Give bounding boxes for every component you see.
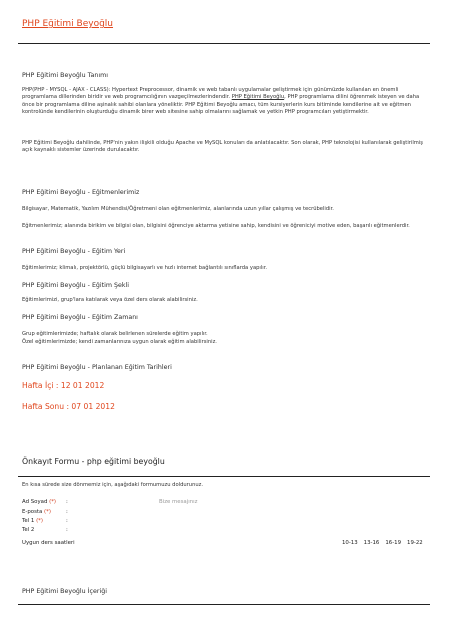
- hour-option[interactable]: 19-22: [407, 540, 423, 546]
- page-title[interactable]: PHP Eğitimi Beyoğlu: [22, 19, 114, 29]
- field-colon: :: [66, 509, 68, 515]
- section-heading-yer: PHP Eğitimi Beyoğlu - Eğitim Yeri: [22, 248, 126, 255]
- required-mark: (*): [49, 499, 56, 505]
- field-label: Ad Soyad: [22, 499, 48, 505]
- section-heading-tarih: PHP Eğitimi Beyoğlu - Planlanan Eğitim Tarihleri: [22, 364, 172, 371]
- section-heading-icerik: PHP Eğitimi Beyoğlu İçeriği: [22, 588, 107, 595]
- required-mark: (*): [36, 518, 43, 524]
- preregistration-form: [22, 499, 430, 539]
- form-heading: Önkayıt Formu - php eğitimi beyoğlu: [22, 457, 165, 466]
- tanim-text-pre: PHP(PHP - MYSQL - AJAX - CLASS): Hypertext Preprocessor, dinamik ve web tabanlı uygulamalar geliştirmek için günümüzde kullanılan en önemli programlama dillerinden biridir ve web programcılığının vazgeçilmezlerindendir.: [22, 87, 399, 101]
- hour-option[interactable]: 16-19: [385, 540, 402, 546]
- hafta-ici-date: Hafta İçi : 12 01 2012: [22, 381, 105, 390]
- field-colon: :: [66, 499, 68, 505]
- section-heading-zaman: PHP Eğitimi Beyoğlu - Eğitim Zamanı: [22, 314, 138, 321]
- field-label: Tel 2: [22, 527, 35, 533]
- title-divider: [18, 43, 430, 44]
- hafta-sonu-date: Hafta Sonu : 07 01 2012: [22, 402, 115, 411]
- icerik-divider: [18, 604, 430, 605]
- tanim-paragraph-1: [22, 87, 430, 117]
- form-divider: [18, 476, 430, 477]
- field-colon: :: [66, 527, 68, 533]
- zaman-paragraph-1: Grup eğitimlerimizde; haftalık olarak belirlenen sürelerde eğitim yapılır.: [22, 331, 208, 337]
- form-intro: En kısa sürede size dönmemiz için, aşağıdaki formumuzu doldurunuz.: [22, 482, 204, 488]
- zaman-paragraph-2: Özel eğitimlerimizde; kendi zamanlarınıza uygun olarak eğitim alabilirsiniz.: [22, 339, 217, 345]
- hours-options: [342, 540, 423, 546]
- egitmen-paragraph-1: Bilgisayar, Matematik, Yazılım Mühendisi/Öğretmeni olan eğitmenlerimiz, alanlarında uzun yıllar çalışmış ve tecrübelidir.: [22, 206, 334, 212]
- sekil-paragraph: Eğitimlerimizi, grup'lara katılarak veya özel ders olarak alabilirsiniz.: [22, 297, 198, 303]
- yer-paragraph: Eğitimlerimiz; klimalı, projektörlü, güçlü bilgisayarlı ve hızlı internet bağlantılı sınıflarda yapılır.: [22, 265, 268, 271]
- hours-label: Uygun ders saatleri: [22, 540, 75, 546]
- field-row-tel2[interactable]: [22, 527, 34, 533]
- message-textarea[interactable]: Bize mesajınız: [159, 499, 198, 505]
- hour-option[interactable]: 13-16: [363, 540, 380, 546]
- field-row-email[interactable]: [22, 509, 51, 515]
- section-heading-sekil: PHP Eğitimi Beyoğlu - Eğitim Şekli: [22, 282, 130, 289]
- tanim-paragraph-2: PHP Eğitimi Beyoğlu dahilinde, PHP'nin yakın ilişkili olduğu Apache ve MySQL konuları da anlatılacaktır. Son olarak, PHP teknolojisi kullanılarak geliştirilmiş açık kaynaklı sistemler üzerinde durulacaktır.: [22, 140, 423, 154]
- field-label: Tel 1: [22, 518, 35, 524]
- section-heading-tanim: PHP Eğitimi Beyoğlu Tanımı: [22, 72, 108, 79]
- field-row-name[interactable]: [22, 499, 56, 505]
- field-label: E-posta: [22, 509, 43, 515]
- tanim-link[interactable]: PHP Eğitimi Beyoğlu: [231, 94, 285, 101]
- required-mark: (*): [44, 509, 51, 515]
- field-colon: :: [66, 518, 68, 524]
- section-heading-egitmen: PHP Eğitimi Beyoğlu - Eğitmenlerimiz: [22, 189, 140, 196]
- egitmen-paragraph-2: Eğitmenlerimiz; alanında birikim ve bilgisi olan, bilgisini öğrenciye aktarma yetisine sahip, kendisini ve öğreniciyi motive eden, başarılı eğitmenlerdir.: [22, 223, 410, 229]
- hour-option[interactable]: 10-13: [342, 540, 358, 546]
- tanim-text-post: , PHP programlama dilini öğrenmek isteyen ve daha önce bir programlama diline aşinalık sahibi olanlara yöneliktir. PHP Eğitimi Beyoğlu amacı, tüm kursiyerlerin kurs bitiminde kendilerine ait ve eğitmen kontrolünde kendilerinin oluşturduğu dinamik birer web sitesine sahip olmalarını sağlamak ve yetkin PHP programcıları yetiştirmektir.: [22, 94, 420, 116]
- field-row-tel1[interactable]: [22, 518, 43, 524]
